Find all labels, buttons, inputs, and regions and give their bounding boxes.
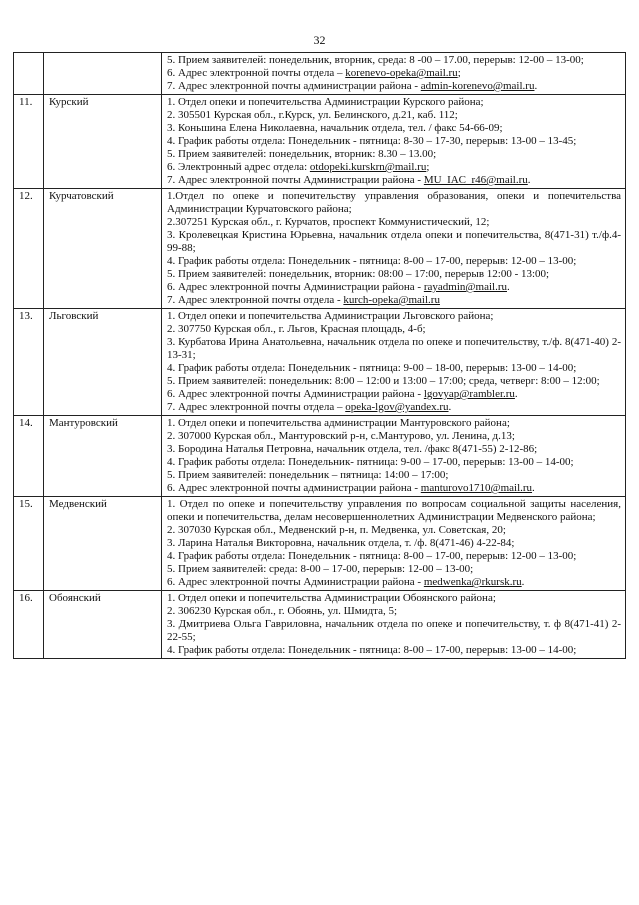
info-line: 4. График работы отдела: Понедельник- пятница: 9-00 – 17-00, перерыв: 13-00 – 14-00; [167,456,574,468]
row-number: 13. [14,309,44,416]
info-line: 5. Прием заявителей: понедельник: 8:00 – 12:00 и 13:00 – 17:00; среда, четверг: 8:00 – 12:00; [167,375,600,387]
info-line: 1. Отдел опеки и попечительства Администрации Курского района; [167,96,484,108]
district-name: Курчатовский [44,189,162,309]
district-info [162,95,626,189]
info-line: 1. Отдел опеки и попечительства Администрации Обоянского района; [167,592,496,604]
district-name: Обоянский [44,591,162,659]
info-line: 4. График работы отдела: Понедельник - пятница: 9-00 – 18-00, перерыв: 13-00 – 14-00; [167,362,577,374]
table-row [14,189,626,309]
row-number: 11. [14,95,44,189]
info-line: 6. Адрес электронной почты Администрации района - rayadmin@mail.ru. [167,281,510,293]
info-line: 6. Адрес электронной почты администрации района - manturovo1710@mail.ru. [167,482,535,494]
info-line: 2. 307030 Курская обл., Медвенский р-н, п. Медвенка, ул. Советская, 20; [167,524,506,536]
info-line: 4. График работы отдела: Понедельник - пятница: 8-30 – 17-30, перерыв: 13-00 – 13-45; [167,135,577,147]
info-line: 2. 305501 Курская обл., г.Курск, ул. Белинского, д.21, каб. 112; [167,109,458,121]
info-line: 5. Прием заявителей: понедельник, вторник, среда: 8 -00 – 17.00, перерыв: 12-00 – 13-00; [167,54,584,66]
table-row [14,591,626,659]
info-line: 1. Отдел по опеке и попечительству управления по вопросам социальной защиты населения, опеки и попечительства, делам несовершеннолетних Администрации Медвенского района; [167,498,621,523]
row-number: 14. [14,416,44,497]
email-link: opeka-lgov@yandex.ru [345,401,449,413]
info-line: 7. Адрес электронной почты Администрации района - MU_IAC_r46@mail.ru. [167,174,531,186]
info-line: 6. Адрес электронной почты Администрации района - medwenka@rkursk.ru. [167,576,525,588]
info-line: 3. Коньшина Елена Николаевна, начальник отдела, тел. / факс 54-66-09; [167,122,503,134]
info-line: 2.307251 Курская обл., г. Курчатов, проспект Коммунистический, 12; [167,216,490,228]
row-number [14,53,44,95]
district-info [162,497,626,591]
district-name: Курский [44,95,162,189]
info-line: 1. Отдел опеки и попечительства Администрации Льговского района; [167,310,494,322]
district-info [162,416,626,497]
info-line: 3. Курбатова Ирина Анатольевна, начальник отдела по опеке и попечительству, т./ф. 8(471-40) 2-13-31; [167,336,621,361]
info-line: 5. Прием заявителей: понедельник, вторник: 08:00 – 17:00, перерыв 12:00 - 13:00; [167,268,550,280]
district-info [162,53,626,95]
email-link: otdopeki.kurskrn@mail.ru [309,161,427,173]
table-row [14,53,626,95]
info-line: 6. Адрес электронной почты Администрации района - lgovyap@rambler.ru. [167,388,518,400]
districts-table [13,52,626,659]
email-link: kurch-opeka@mail.ru [343,294,440,306]
info-line: 1.Отдел по опеке и попечительству управления образования, опеки и попечительства Администрации Курчатовского района; [167,190,621,215]
table-row [14,309,626,416]
email-link: manturovo1710@mail.ru [420,482,533,494]
info-line: 5. Прием заявителей: понедельник, вторник: 8.30 – 13.00; [167,148,437,160]
info-line: 4. График работы отдела: Понедельник - пятница: 8-00 – 17-00, перерыв: 12-00 – 13-00; [167,550,577,562]
district-name: Медвенский [44,497,162,591]
info-line: 6. Электронный адрес отдела: otdopeki.kurskrn@mail.ru; [167,161,430,173]
info-line: 4. График работы отдела: Понедельник - пятница: 8-00 – 17-00, перерыв: 12-00 – 13-00; [167,255,577,267]
row-number: 12. [14,189,44,309]
table-row [14,95,626,189]
info-line: 7. Адрес электронной почты отдела – opeka-lgov@yandex.ru. [167,401,452,413]
row-number: 15. [14,497,44,591]
email-link: MU_IAC_r46@mail.ru [423,174,528,186]
info-line: 7. Адрес электронной почты администрации района - admin-korenevo@mail.ru. [167,80,538,92]
district-info [162,189,626,309]
info-line: 3. Кролевецкая Кристина Юрьевна, начальник отдела опеки и попечительства, 8(471-31) т./ф.4-99-88; [167,229,621,254]
info-line: 3. Ларина Наталья Викторовна, начальник отдела, т. /ф. 8(471-46) 4-22-84; [167,537,515,549]
district-info [162,591,626,659]
info-line: 3. Бородина Наталья Петровна, начальник отдела, тел. /факс 8(471-55) 2-12-86; [167,443,538,455]
district-info [162,309,626,416]
email-link: korenevo-opeka@mail.ru [345,67,458,79]
table-row [14,497,626,591]
district-name: Льговский [44,309,162,416]
row-number: 16. [14,591,44,659]
info-line: 6. Адрес электронной почты отдела – korenevo-opeka@mail.ru; [167,67,461,79]
info-line: 2. 307750 Курская обл., г. Льгов, Красная площадь, 4-б; [167,323,426,335]
info-line: 2. 307000 Курская обл., Мантуровский р-н, с.Мантурово, ул. Ленина, д.13; [167,430,515,442]
info-line: 2. 306230 Курская обл., г. Обоянь, ул. Шмидта, 5; [167,605,398,617]
email-link: rayadmin@mail.ru [423,281,507,293]
info-line: 7. Адрес электронной почты отдела - kurch-opeka@mail.ru [167,294,440,306]
info-line: 4. График работы отдела: Понедельник - пятница: 8-00 – 17-00, перерыв: 13-00 – 14-00; [167,644,577,656]
info-line: 3. Дмитриева Ольга Гавриловна, начальник отдела по опеке и попечительству, т. ф 8(471-41) 2-22-55; [167,618,621,643]
info-line: 5. Прием заявителей: понедельник – пятница: 14:00 – 17:00; [167,469,449,481]
email-link: lgovyap@rambler.ru [423,388,515,400]
district-name [44,53,162,95]
table-row [14,416,626,497]
page-number: 32 [313,33,326,47]
district-name: Мантуровский [44,416,162,497]
info-line: 5. Прием заявителей: среда: 8-00 – 17-00, перерыв: 12-00 – 13-00; [167,563,474,575]
info-line: 1. Отдел опеки и попечительства администрации Мантуровского района; [167,417,510,429]
email-link: medwenka@rkursk.ru [423,576,522,588]
districts-table-body [14,53,626,659]
email-link: admin-korenevo@mail.ru [420,80,535,92]
